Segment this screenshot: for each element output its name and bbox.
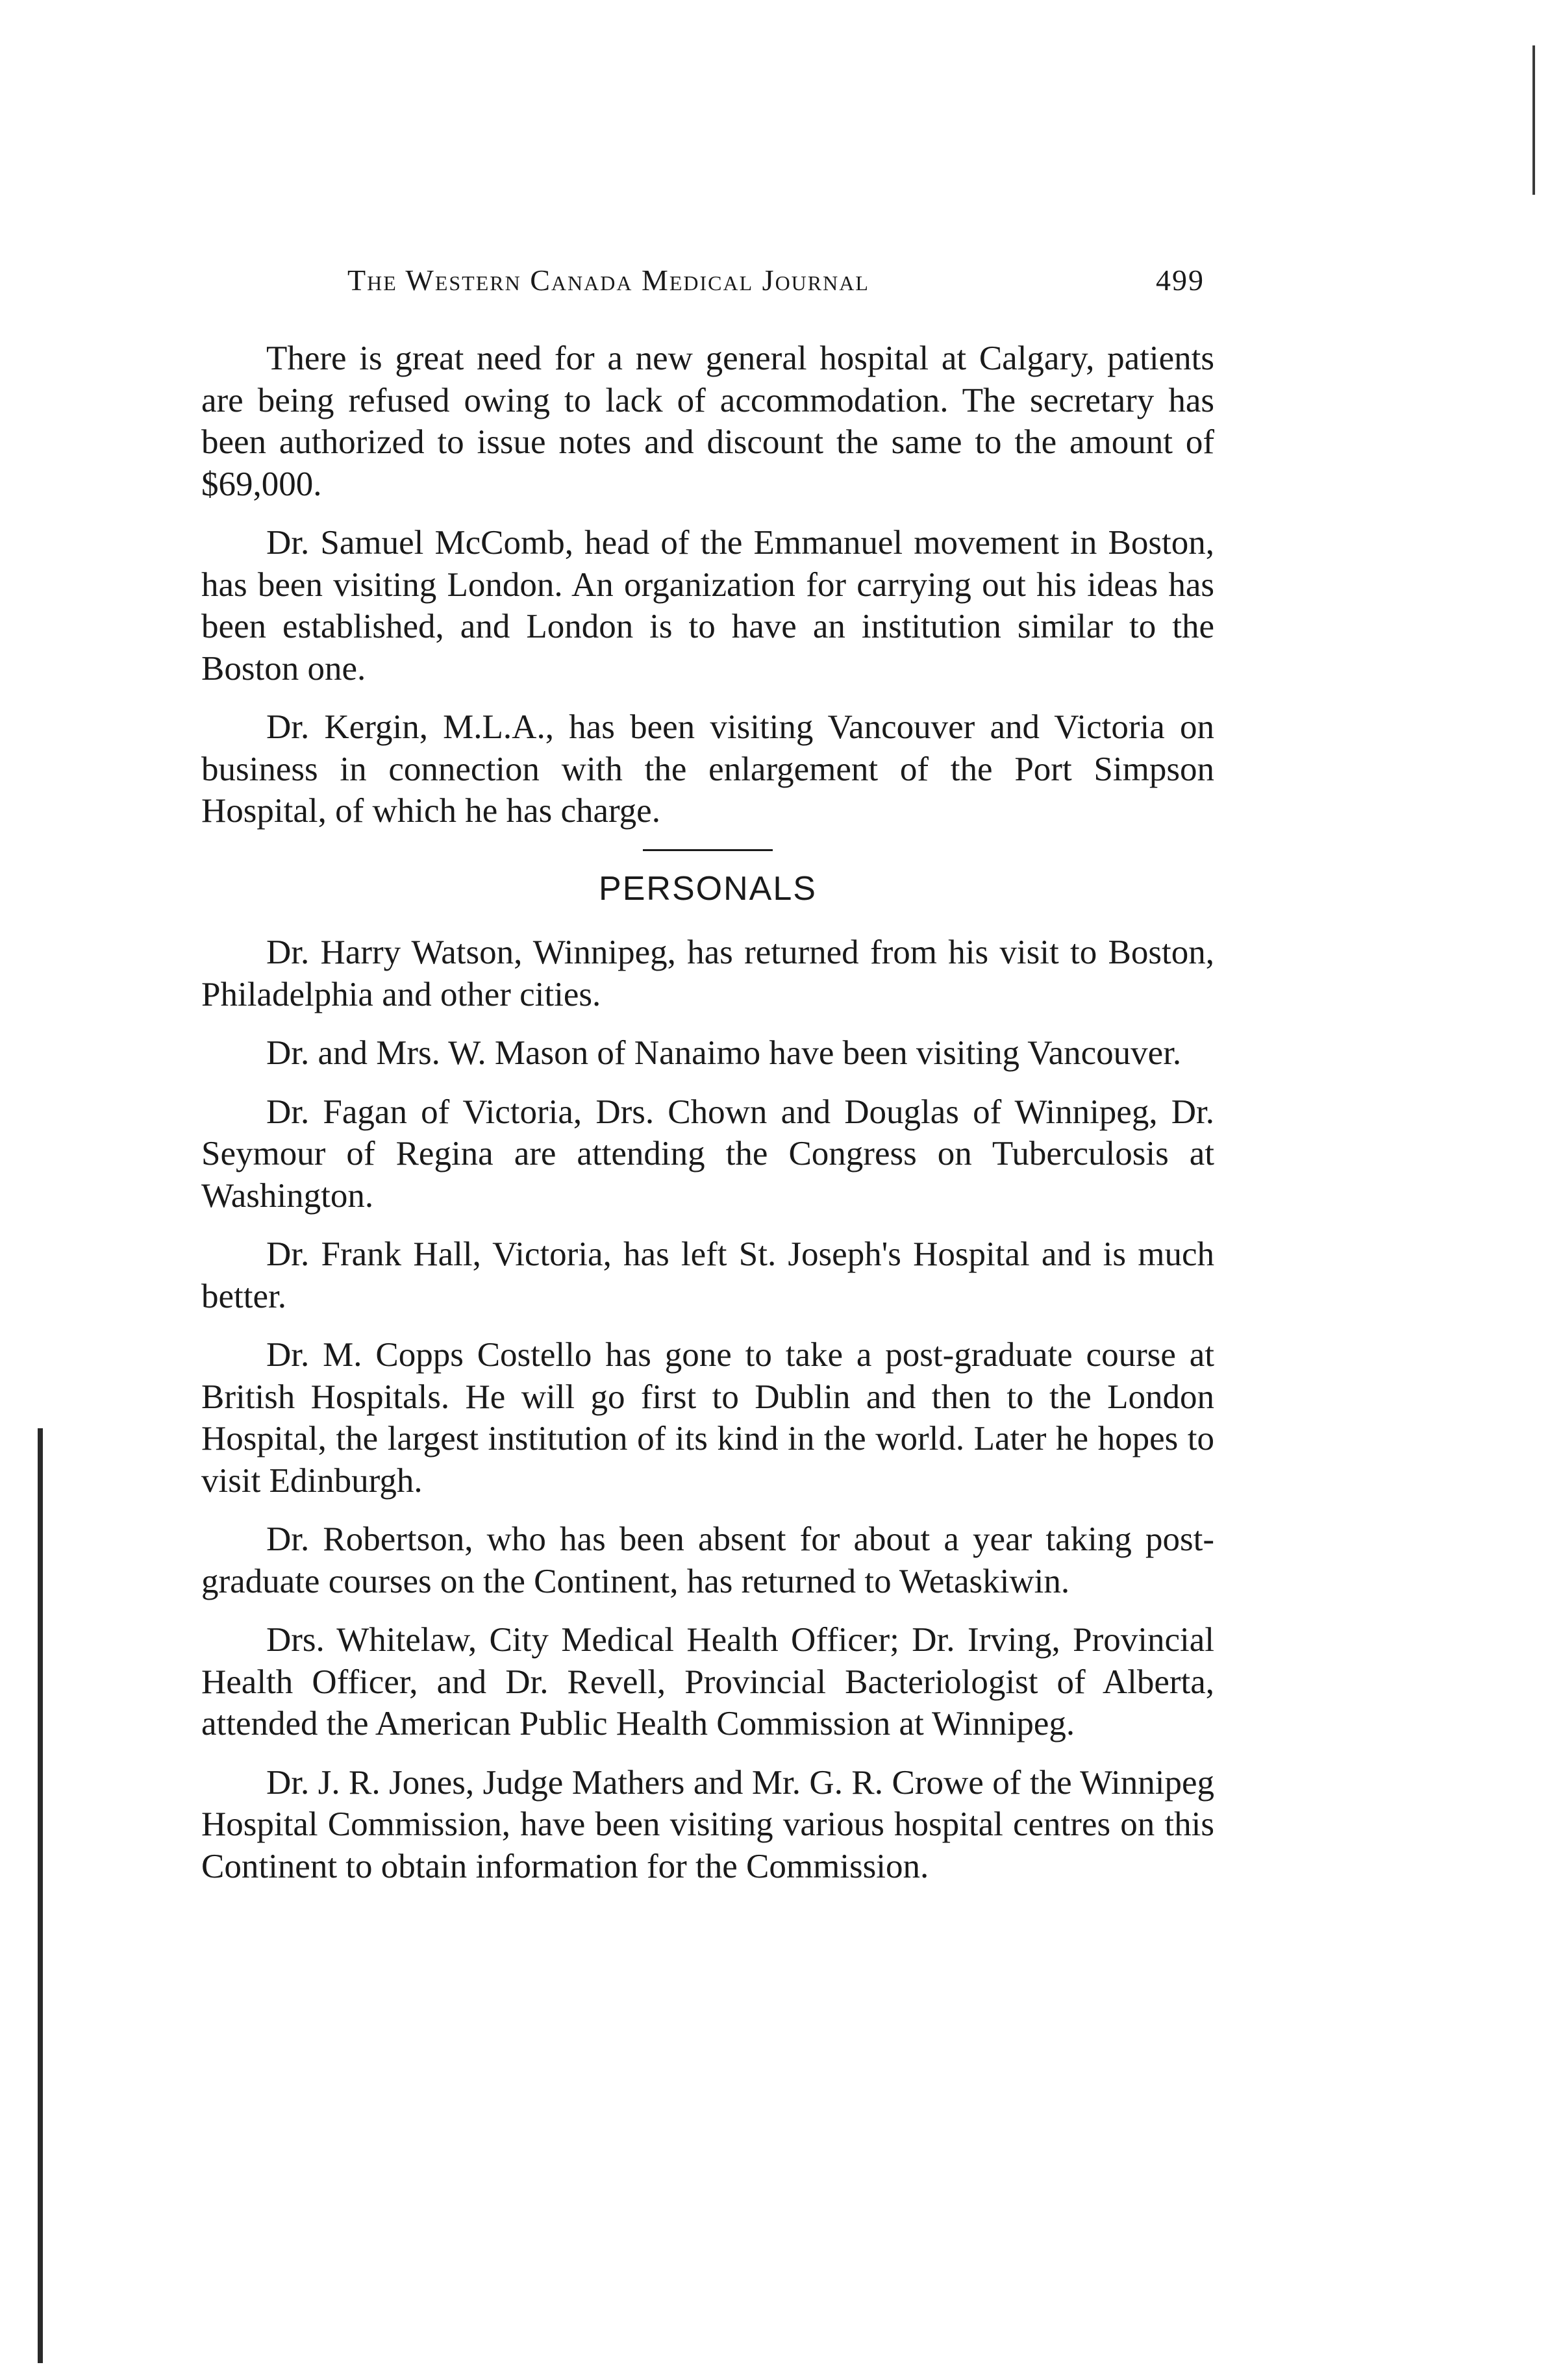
- journal-title: The Western Canada Medical Journal: [347, 264, 869, 297]
- personal-item: Dr. M. Copps Costello has gone to take a post-graduate course at British Hospitals. He will go first to Dublin and then to the London Hospital, the largest institution of its kind in the world. Later he hopes to visit Edinburgh.: [201, 1336, 1214, 1500]
- news-paragraph-calgary-hospital: There is great need for a new general hospital at Calgary, patients are being refused owing to lack of accommodation. The secretary has been authorized to issue notes and discount the same to the amount of $69,000.: [201, 340, 1214, 503]
- section-heading-personals: PERSONALS: [599, 869, 817, 908]
- news-paragraph-mccomb: Dr. Samuel McComb, head of the Emmanuel movement in Boston, has been visiting London. An organization for carrying out his ideas has been established, and London is to have an institution similar to the Boston one.: [201, 524, 1214, 688]
- personal-item: Dr. Harry Watson, Winnipeg, has returned from his visit to Boston, Philadelphia and other cities.: [201, 934, 1214, 1013]
- scan-edge-artifact-left: [38, 1428, 43, 2363]
- personal-item: Dr. and Mrs. W. Mason of Nanaimo have been visiting Vancouver.: [266, 1034, 1182, 1072]
- personal-item: Dr. Frank Hall, Victoria, has left St. Joseph's Hospital and is much better.: [201, 1235, 1214, 1315]
- personal-item: Dr. Robertson, who has been absent for about a year taking post-graduate courses on the Continent, has returned to Wetaskiwin.: [201, 1520, 1214, 1600]
- article-body: [201, 338, 1214, 1904]
- running-header: [347, 263, 1205, 302]
- news-paragraph-kergin: Dr. Kergin, M.L.A., has been visiting Vancouver and Victoria on business in connection with the enlargement of the Port Simpson Hospital, of which he has charge.: [201, 708, 1214, 830]
- personal-item: Dr. J. R. Jones, Judge Mathers and Mr. G. R. Crowe of the Winnipeg Hospital Commission, have been visiting various hospital centres on this Continent to obtain information for the Commission.: [201, 1763, 1214, 1885]
- scan-edge-artifact-right: [1532, 45, 1535, 195]
- personal-item: Dr. Fagan of Victoria, Drs. Chown and Douglas of Winnipeg, Dr. Seymour of Regina are attending the Congress on Tuberculosis at Washington.: [201, 1093, 1214, 1215]
- personal-item: Drs. Whitelaw, City Medical Health Officer; Dr. Irving, Provincial Health Officer, and Dr. Revell, Provincial Bacteriologist of Alberta, attended the American Public Health Commission at Winnipeg.: [201, 1621, 1214, 1742]
- page-number: 499: [1156, 264, 1205, 297]
- section-divider: [643, 849, 773, 851]
